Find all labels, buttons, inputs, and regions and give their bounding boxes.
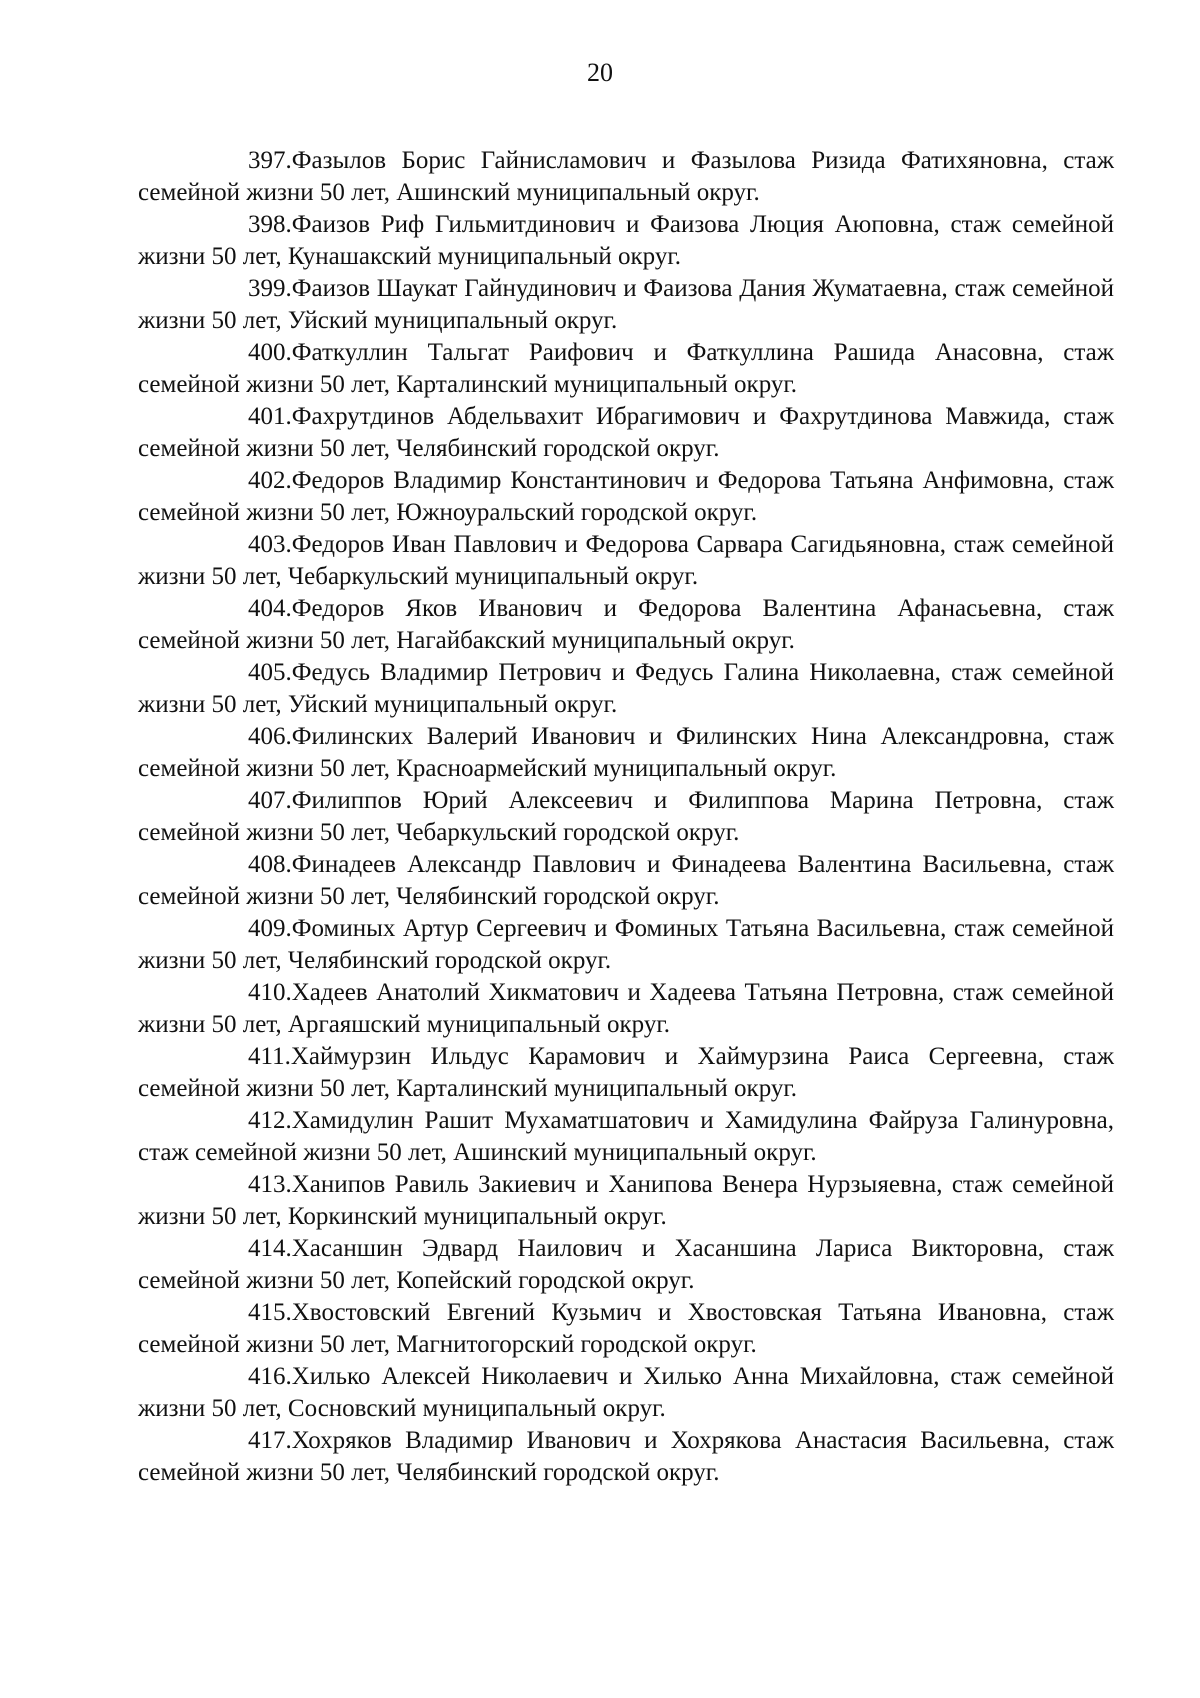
list-item bbox=[138, 849, 1114, 913]
list-item-number: 401. bbox=[248, 403, 292, 430]
list-item bbox=[138, 1425, 1114, 1489]
list-item-text: Фаизов Риф Гильмитдинович и Фаизова Люция Аюповна, стаж семейной жизни 50 лет, Кунашакский муниципальный округ. bbox=[138, 211, 1114, 270]
list-item bbox=[138, 465, 1114, 529]
list-item bbox=[138, 913, 1114, 977]
list-item-text: Фазылов Борис Гайнисламович и Фазылова Ризида Фатихяновна, стаж семейной жизни 50 лет, Ашинский муниципальный округ. bbox=[138, 147, 1114, 206]
list-item-number: 397. bbox=[248, 147, 292, 174]
list-item-number: 410. bbox=[248, 979, 292, 1006]
list-item bbox=[138, 273, 1114, 337]
list-item-number: 414. bbox=[248, 1235, 292, 1262]
list-item bbox=[138, 401, 1114, 465]
list-item-text: Фахрутдинов Абдельвахит Ибрагимович и Фахрутдинова Мавжида, стаж семейной жизни 50 лет, Челябинский городской округ. bbox=[138, 403, 1114, 462]
list-item-number: 417. bbox=[248, 1427, 292, 1454]
list-item-text: Фаизов Шаукат Гайнудинович и Фаизова Дания Жуматаевна, стаж семейной жизни 50 лет, Уйский муниципальный округ. bbox=[138, 275, 1114, 334]
list-item-number: 404. bbox=[248, 595, 292, 622]
list-item bbox=[138, 977, 1114, 1041]
award-list bbox=[138, 145, 1114, 1489]
list-item-text: Хохряков Владимир Иванович и Хохрякова Анастасия Васильевна, стаж семейной жизни 50 лет, Челябинский городской округ. bbox=[138, 1427, 1114, 1486]
page-number: 20 bbox=[587, 58, 613, 87]
list-item-number: 412. bbox=[248, 1107, 292, 1134]
list-item-number: 411. bbox=[248, 1043, 291, 1070]
list-item-text: Федусь Владимир Петрович и Федусь Галина Николаевна, стаж семейной жизни 50 лет, Уйский муниципальный округ. bbox=[138, 659, 1114, 718]
list-item-text: Фоминых Артур Сергеевич и Фоминых Татьяна Васильевна, стаж семейной жизни 50 лет, Челябинский городской округ. bbox=[138, 915, 1114, 974]
list-item bbox=[138, 1169, 1114, 1233]
list-item-text: Ханипов Равиль Закиевич и Ханипова Венера Нурзыяевна, стаж семейной жизни 50 лет, Коркинский муниципальный округ. bbox=[138, 1171, 1114, 1230]
list-item-number: 403. bbox=[248, 531, 292, 558]
list-item-text: Федоров Владимир Константинович и Федорова Татьяна Анфимовна, стаж семейной жизни 50 лет, Южноуральский городской округ. bbox=[138, 467, 1114, 526]
list-item-number: 416. bbox=[248, 1363, 292, 1390]
list-item bbox=[138, 1361, 1114, 1425]
list-item-number: 413. bbox=[248, 1171, 292, 1198]
list-item-number: 407. bbox=[248, 787, 292, 814]
list-item-text: Федоров Иван Павлович и Федорова Сарвара Сагидьяновна, стаж семейной жизни 50 лет, Чебаркульский муниципальный округ. bbox=[138, 531, 1114, 590]
list-item-text: Хадеев Анатолий Хикматович и Хадеева Татьяна Петровна, стаж семейной жизни 50 лет, Аргаяшский муниципальный округ. bbox=[138, 979, 1114, 1038]
list-item-text: Финадеев Александр Павлович и Финадеева Валентина Васильевна, стаж семейной жизни 50 лет, Челябинский городской округ. bbox=[138, 851, 1114, 910]
list-item-text: Хвостовский Евгений Кузьмич и Хвостовская Татьяна Ивановна, стаж семейной жизни 50 лет, Магнитогорский городской округ. bbox=[138, 1299, 1114, 1358]
list-item-text: Хилько Алексей Николаевич и Хилько Анна Михайловна, стаж семейной жизни 50 лет, Сосновский муниципальный округ. bbox=[138, 1363, 1114, 1422]
list-item bbox=[138, 209, 1114, 273]
list-item bbox=[138, 593, 1114, 657]
list-item-number: 408. bbox=[248, 851, 292, 878]
list-item-number: 402. bbox=[248, 467, 292, 494]
list-item-number: 399. bbox=[248, 275, 292, 302]
list-item-text: Хасаншин Эдвард Наилович и Хасаншина Лариса Викторовна, стаж семейной жизни 50 лет, Копейский городской округ. bbox=[138, 1235, 1114, 1294]
list-item bbox=[138, 145, 1114, 209]
list-item-text: Филиппов Юрий Алексеевич и Филиппова Марина Петровна, стаж семейной жизни 50 лет, Чебаркульский городской округ. bbox=[138, 787, 1114, 846]
list-item bbox=[138, 721, 1114, 785]
list-item-text: Хаймурзин Ильдус Карамович и Хаймурзина Раиса Сергеевна, стаж семейной жизни 50 лет, Карталинский муниципальный округ. bbox=[138, 1043, 1114, 1102]
list-item-text: Фаткуллин Тальгат Раифович и Фаткуллина Рашида Анасовна, стаж семейной жизни 50 лет, Карталинский муниципальный округ. bbox=[138, 339, 1114, 398]
list-item bbox=[138, 337, 1114, 401]
list-item bbox=[138, 1041, 1114, 1105]
list-item-text: Хамидулин Рашит Мухаматшатович и Хамидулина Файруза Галинуровна, стаж семейной жизни 50 лет, Ашинский муниципальный округ. bbox=[138, 1107, 1114, 1166]
list-item bbox=[138, 1233, 1114, 1297]
list-item-number: 415. bbox=[248, 1299, 292, 1326]
list-item-number: 400. bbox=[248, 339, 292, 366]
list-item bbox=[138, 657, 1114, 721]
list-item-text: Филинских Валерий Иванович и Филинских Нина Александровна, стаж семейной жизни 50 лет, Красноармейский муниципальный округ. bbox=[138, 723, 1114, 782]
list-item-text: Федоров Яков Иванович и Федорова Валентина Афанасьевна, стаж семейной жизни 50 лет, Нагайбакский муниципальный округ. bbox=[138, 595, 1114, 654]
list-item bbox=[138, 1297, 1114, 1361]
list-item bbox=[138, 1105, 1114, 1169]
list-item-number: 409. bbox=[248, 915, 292, 942]
list-item bbox=[138, 785, 1114, 849]
list-item bbox=[138, 529, 1114, 593]
list-item-number: 405. bbox=[248, 659, 292, 686]
list-item-number: 398. bbox=[248, 211, 292, 238]
list-item-number: 406. bbox=[248, 723, 292, 750]
